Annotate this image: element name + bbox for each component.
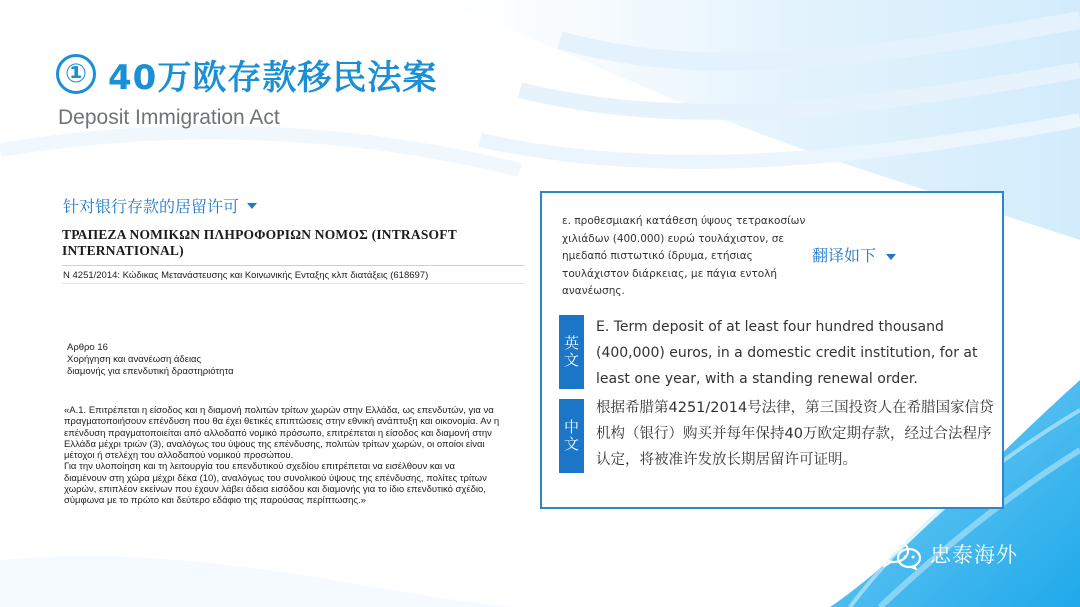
article-heading <box>67 342 234 378</box>
wechat-watermark <box>878 538 1018 570</box>
residence-permit-link-label: 针对银行存款的居留许可 <box>63 197 240 216</box>
caret-down-icon <box>247 203 257 209</box>
article-body <box>64 405 526 507</box>
watermark-text: 忠泰海外 <box>930 543 1018 567</box>
translation-label: 翻译如下 <box>812 246 877 265</box>
chinese-text: 根据希腊第4251/2014号法律，第三国投资人在希腊国家信贷机构（银行）购买并每年保持40万欧定期存款，经过合法程序认定，将被准许发放长期居留许可证明。 <box>596 400 994 468</box>
residence-permit-link[interactable] <box>63 194 257 217</box>
body-line: πραγματοποιήσουν επένδυση που θα έχει θετικές επιπτώσεις στην εθνική ανάπτυξη και οικονομία. Αν η <box>64 416 500 428</box>
body-line: «Α.1. Επιτρέπεται η είσοδος και η διαμονή πολιτών τρίτων χωρών στην Ελλάδα, ως επενδυτών, για να <box>64 405 494 416</box>
page-subtitle: Deposit Immigration Act <box>58 106 280 129</box>
body-line: σύμφωνα με το πρώτο και δεύτερο εδάφιο της παρούσας περίπτωσης.» <box>64 495 366 507</box>
body-line: διαμένουν στη χώρα μέχρι δέκα (10), αναλόγως του συνολικού ύψους της επένδυσης, πολίτες τρίτων <box>64 472 487 484</box>
page-heading <box>56 44 437 104</box>
caret-down-icon <box>886 254 896 260</box>
wechat-icon <box>878 538 922 570</box>
section-number: ① <box>56 54 96 94</box>
body-line: Για την υλοποίηση και τη λειτουργία του επενδυτικού σχεδίου επιτρέπεται να εισέλθουν και να <box>64 461 455 473</box>
law-reference: Ν 4251/2014: Κώδικας Μετανάστευσης και Κοινωνικής Ενταξης κλπ διατάξεις (618697) <box>63 270 429 281</box>
chinese-badge: 中 文 <box>559 399 584 473</box>
law-document-excerpt <box>54 185 526 530</box>
body-line: μέτοχοι ή στελέχη του αλλοδαπού νομικού προσώπου. <box>64 450 294 462</box>
body-line: Ελλάδα μέχρι τριών (3), αναλόγως του ύψους της επένδυσης, πολιτών τρίτων χωρών, οι οποίοι είναι <box>64 438 485 450</box>
translation-panel <box>540 191 1004 509</box>
body-line: επένδυση πραγματοποιείται από αλλοδαπό νομικό πρόσωπο, επιτρέπεται η είσοδος και διαμονή στην <box>64 427 492 439</box>
divider <box>62 283 524 284</box>
body-line: χωρών, επιπλέον εκείνων που έχουν λάβει άδεια εισόδου και διαμονής για το ίδιο επενδυτικό σχέδιο, <box>64 484 486 496</box>
document-title: ΤΡΑΠΕΖΑ ΝΟΜΙΚΩΝ ΠΛΗΡΟΦΟΡΙΩΝ ΝΟΜΟΣ (INTRASOFT INTERNATIONAL) <box>62 227 457 258</box>
english-badge: 英 文 <box>559 315 584 389</box>
article-title-line: Χορήγηση και ανανέωση άδειας <box>67 354 202 365</box>
english-text: E. Term deposit of at least four hundred thousand (400,000) euros, in a domestic credit institution, for at least one year, with a standing renewal order. <box>596 319 978 387</box>
divider <box>62 265 524 266</box>
article-title-line: διαμονής για επενδυτική δραστηριότητα <box>67 366 234 377</box>
page-title: 40万欧存款移民法案 <box>108 57 438 98</box>
translation-toggle[interactable] <box>812 243 896 266</box>
article-number: Αρθρο 16 <box>67 342 108 353</box>
greek-clause: ε. προθεσμιακή κατάθεση ύψους τετρακοσίων χιλιάδων (400.000) ευρώ τουλάχιστον, σε ημεδαπό πιστωτικό ίδρυμα, ετήσιας τουλάχιστον διάρκειας, με πάγια εντολή ανανέωσης. <box>562 215 806 297</box>
